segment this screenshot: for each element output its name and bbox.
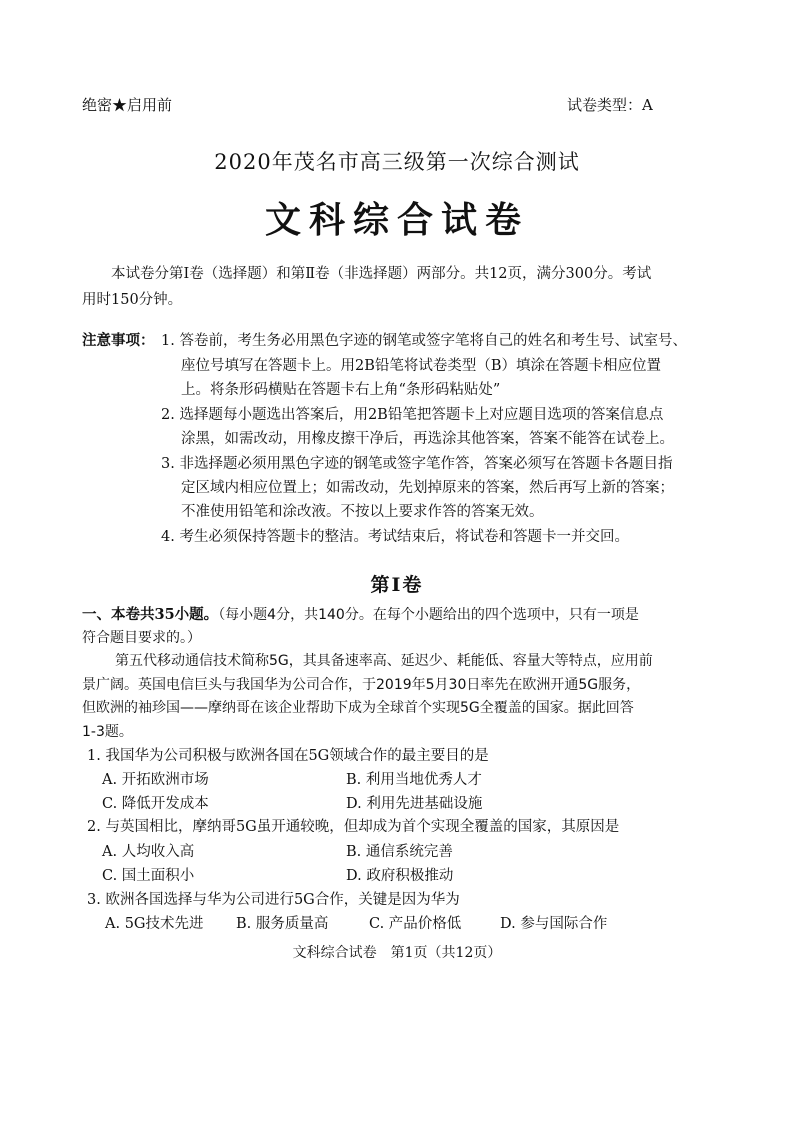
exam-title: 文科综合试卷 [264,199,529,241]
question-option: D. 政府积极推动 [346,868,454,884]
question-option: B. 利用当地优秀人才 [346,772,482,788]
question-option: D. 参与国际合作 [500,916,608,932]
passage-line: 但欧洲的袖珍国——摩纳哥在该企业帮助下成为全球首个实现5G全覆盖的国家。据此回答 [82,700,634,716]
question-option: B. 通信系统完善 [346,844,453,860]
question-option: A. 开拓欧洲市场 [102,772,209,788]
section-title: 第Ⅰ卷 [370,574,424,596]
question-option: A. 5G技术先进 [105,916,204,932]
passage-line: 景广阔。英国电信巨头与我国华为公司合作，于2019年5月30日率先在欧洲开通5G服务， [82,677,641,693]
question-option: B. 服务质量高 [236,916,329,932]
note-line: 2. 选择题每小题选出答案后，用2B铅笔把答题卡上对应题目选项的答案信息点 [161,407,664,423]
note-line: 座位号填写在答题卡上。用2B铅笔将试卷类型（B）填涂在答题卡相应位置 [181,358,662,374]
note-line: 4. 考生必须保持答题卡的整洁。考试结束后，将试卷和答题卡一并交回。 [161,529,629,545]
passage-line: 1-3题。 [82,724,133,740]
note-line: 上。将条形码横贴在答题卡右上角“条形码粘贴处” [181,382,501,398]
page-footer: 文科综合试卷 第1页（共12页） [292,945,502,961]
notes-label: 注意事项： [82,332,155,349]
exam-subtitle: 2020年茂名市高三级第一次综合测试 [214,150,580,174]
confidential-label: 绝密★启用前 [82,96,173,114]
question-option: C. 产品价格低 [369,916,462,932]
part1-instructions [82,603,639,624]
note-line: 1. 答卷前，考生务必用黑色字迹的钢笔或签字笔将自己的姓名和考生号、试室号、 [161,333,687,349]
question-stem: 1. 我国华为公司积极与欧洲各国在5G领域合作的最主要目的是 [87,748,489,764]
question-stem: 3. 欧洲各国选择与华为公司进行5G合作，关键是因为华为 [87,892,460,908]
question-option: A. 人均收入高 [102,844,195,860]
note-line: 不准使用铅笔和涂改液。不按以上要求作答的答案无效。 [181,504,544,520]
note-line: 定区域内相应位置上；如需改动，先划掉原来的答案，然后再写上新的答案； [181,480,674,496]
passage-line: 第五代移动通信技术简称5G，其具备速率高、延迟少、耗能低、容量大等特点，应用前 [115,653,653,669]
intro-line-2: 用时150分钟。 [82,292,183,308]
question-option: C. 国土面积小 [102,868,195,884]
intro-line-1: 本试卷分第Ⅰ卷（选择题）和第Ⅱ卷（非选择题）两部分。共12页，满分300分。考试 [111,266,652,282]
paper-type-label: 试卷类型：A [567,96,653,114]
question-option: D. 利用先进基础设施 [346,796,483,812]
note-line: 涂黑，如需改动，用橡皮擦干净后，再选涂其他答案，答案不能答在试卷上。 [181,431,674,447]
part1-desc: （每小题4分，共140分。在每个小题给出的四个选项中，只有一项是 [218,607,639,623]
question-stem: 2. 与英国相比，摩纳哥5G虽开通较晚，但却成为首个实现全覆盖的国家，其原因是 [87,819,620,835]
question-option: C. 降低开发成本 [102,796,209,812]
note-line: 3. 非选择题必须用黑色字迹的钢笔或签字笔作答，答案必须写在答题卡各题目指 [161,456,673,472]
part1-desc-cont: 符合题目要求的。） [82,630,201,646]
part1-heading: 一、本卷共35小题。 [82,606,219,623]
